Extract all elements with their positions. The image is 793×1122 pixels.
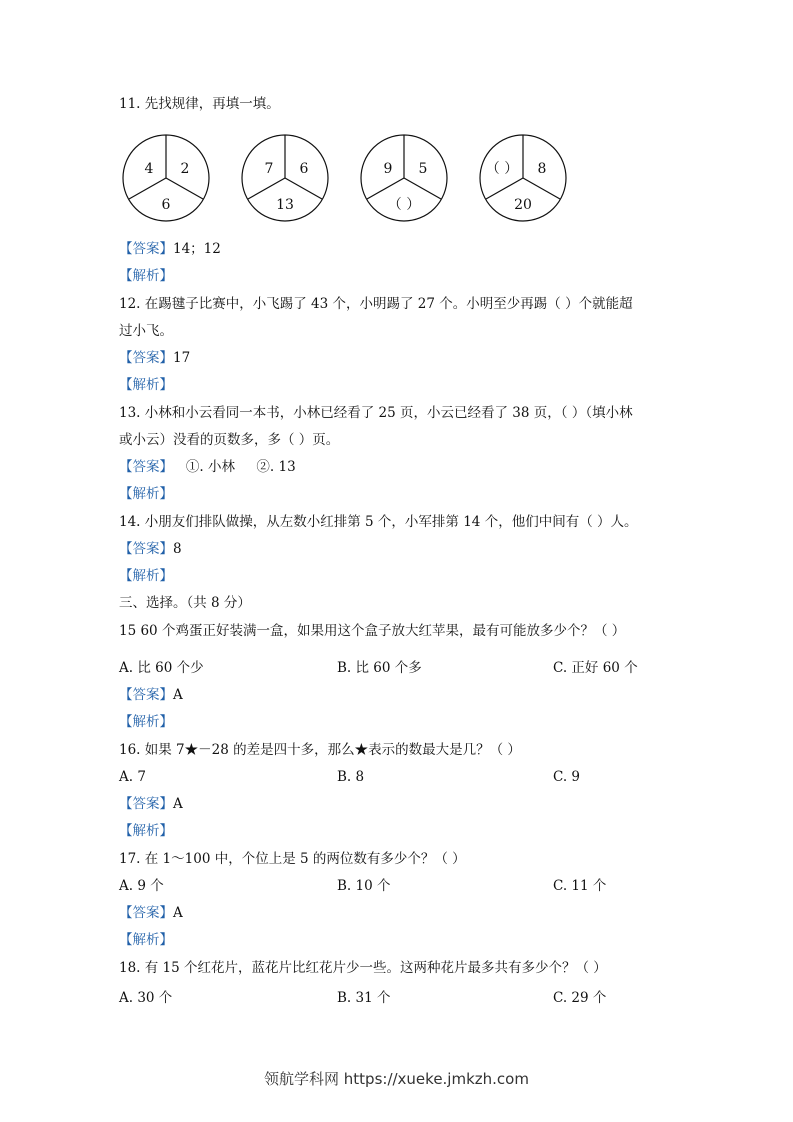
question-11: 11. 先找规律，再填一填。	[119, 96, 280, 112]
circle-4-bottom: 20	[514, 197, 532, 213]
q17-answer	[119, 903, 183, 923]
answer-tag: 【答案】	[119, 905, 173, 921]
circle-1-right: 2	[180, 161, 190, 177]
answer-tag: 【答案】	[119, 350, 173, 366]
q13-analysis: 【解析】	[119, 486, 173, 502]
q15-analysis: 【解析】	[119, 714, 173, 730]
q18-option-a: A. 30 个	[119, 990, 173, 1006]
q17-option-c: C. 11 个	[553, 878, 607, 894]
q16-option-a: A. 7	[119, 769, 146, 785]
circle-4	[480, 135, 566, 221]
answer-value: 14；12	[173, 241, 221, 257]
question-16: 16. 如果 7★－28 的差是四十多，那么★表示的数最大是几？（ ）	[119, 742, 521, 758]
circle-3-bottom: （ ）	[387, 197, 421, 213]
answer-value: A	[173, 687, 183, 703]
circle-1-left: 4	[144, 161, 154, 177]
q18-option-b: B. 31 个	[337, 990, 391, 1006]
q16-option-c: C. 9	[553, 769, 581, 785]
q15-answer	[119, 685, 183, 705]
circle-4-right: 8	[537, 161, 547, 177]
answer-value: 17	[173, 350, 191, 366]
section-3-title: 三、选择。（共 8 分）	[119, 595, 251, 611]
circle-4-left: （ ）	[485, 161, 519, 177]
pattern-circles	[119, 128, 589, 228]
q17-analysis: 【解析】	[119, 932, 173, 948]
q11-analysis: 【解析】	[119, 268, 173, 284]
answer-value: A	[173, 796, 183, 812]
q17-option-b: B. 10 个	[337, 878, 391, 894]
q15-option-b: B. 比 60 个多	[337, 660, 422, 676]
answer-tag: 【答案】	[119, 796, 173, 812]
page-footer: 领航学科网 https://xueke.jmkzh.com	[264, 1070, 529, 1088]
question-13-line-2: 或小云）没看的页数多，多（ ）页。	[119, 432, 340, 448]
answer-value: ①. 小林 ②. 13	[173, 459, 296, 475]
q12-analysis: 【解析】	[119, 377, 173, 393]
circle-2-right: 6	[299, 161, 309, 177]
answer-tag: 【答案】	[119, 687, 173, 703]
q11-answer	[119, 239, 221, 259]
question-12-line-2: 过小飞。	[119, 323, 173, 339]
circle-1	[123, 135, 209, 221]
circle-2-left: 7	[264, 161, 274, 177]
q16-analysis: 【解析】	[119, 823, 173, 839]
circle-2	[242, 135, 328, 221]
answer-tag: 【答案】	[119, 459, 173, 475]
answer-value: A	[173, 905, 183, 921]
circle-2-bottom: 13	[276, 197, 294, 213]
q14-analysis: 【解析】	[119, 568, 173, 584]
question-15: 15 60 个鸡蛋正好装满一盒，如果用这个盒子放大红苹果，最有可能放多少个？（ ）	[119, 623, 626, 639]
q15-option-a: A. 比 60 个少	[119, 660, 204, 676]
question-13-line-1: 13. 小林和小云看同一本书，小林已经看了 25 页，小云已经看了 38 页，（ ）（填小林	[119, 405, 633, 421]
question-18: 18. 有 15 个红花片，蓝花片比红花片少一些。这两种花片最多共有多少个？（ ）	[119, 960, 607, 976]
q14-answer	[119, 539, 182, 559]
q12-answer	[119, 348, 190, 368]
question-12-line-1: 12. 在踢毽子比赛中，小飞踢了 43 个，小明踢了 27 个。小明至少再踢（ ）个就能超	[119, 296, 633, 312]
circle-1-bottom: 6	[161, 197, 171, 213]
circle-3	[361, 135, 447, 221]
question-14: 14. 小朋友们排队做操，从左数小红排第 5 个，小军排第 14 个，他们中间有（ ）人。	[119, 514, 638, 530]
answer-value: 8	[173, 541, 182, 557]
q16-option-b: B. 8	[337, 769, 365, 785]
q17-option-a: A. 9 个	[119, 878, 164, 894]
circle-3-left: 9	[383, 161, 393, 177]
answer-tag: 【答案】	[119, 241, 173, 257]
q15-option-c: C. 正好 60 个	[553, 660, 638, 676]
question-17: 17. 在 1～100 中，个位上是 5 的两位数有多少个？（ ）	[119, 851, 466, 867]
q18-option-c: C. 29 个	[553, 990, 607, 1006]
q16-answer	[119, 794, 183, 814]
circle-3-right: 5	[418, 161, 428, 177]
answer-tag: 【答案】	[119, 541, 173, 557]
q13-answer	[119, 457, 296, 477]
